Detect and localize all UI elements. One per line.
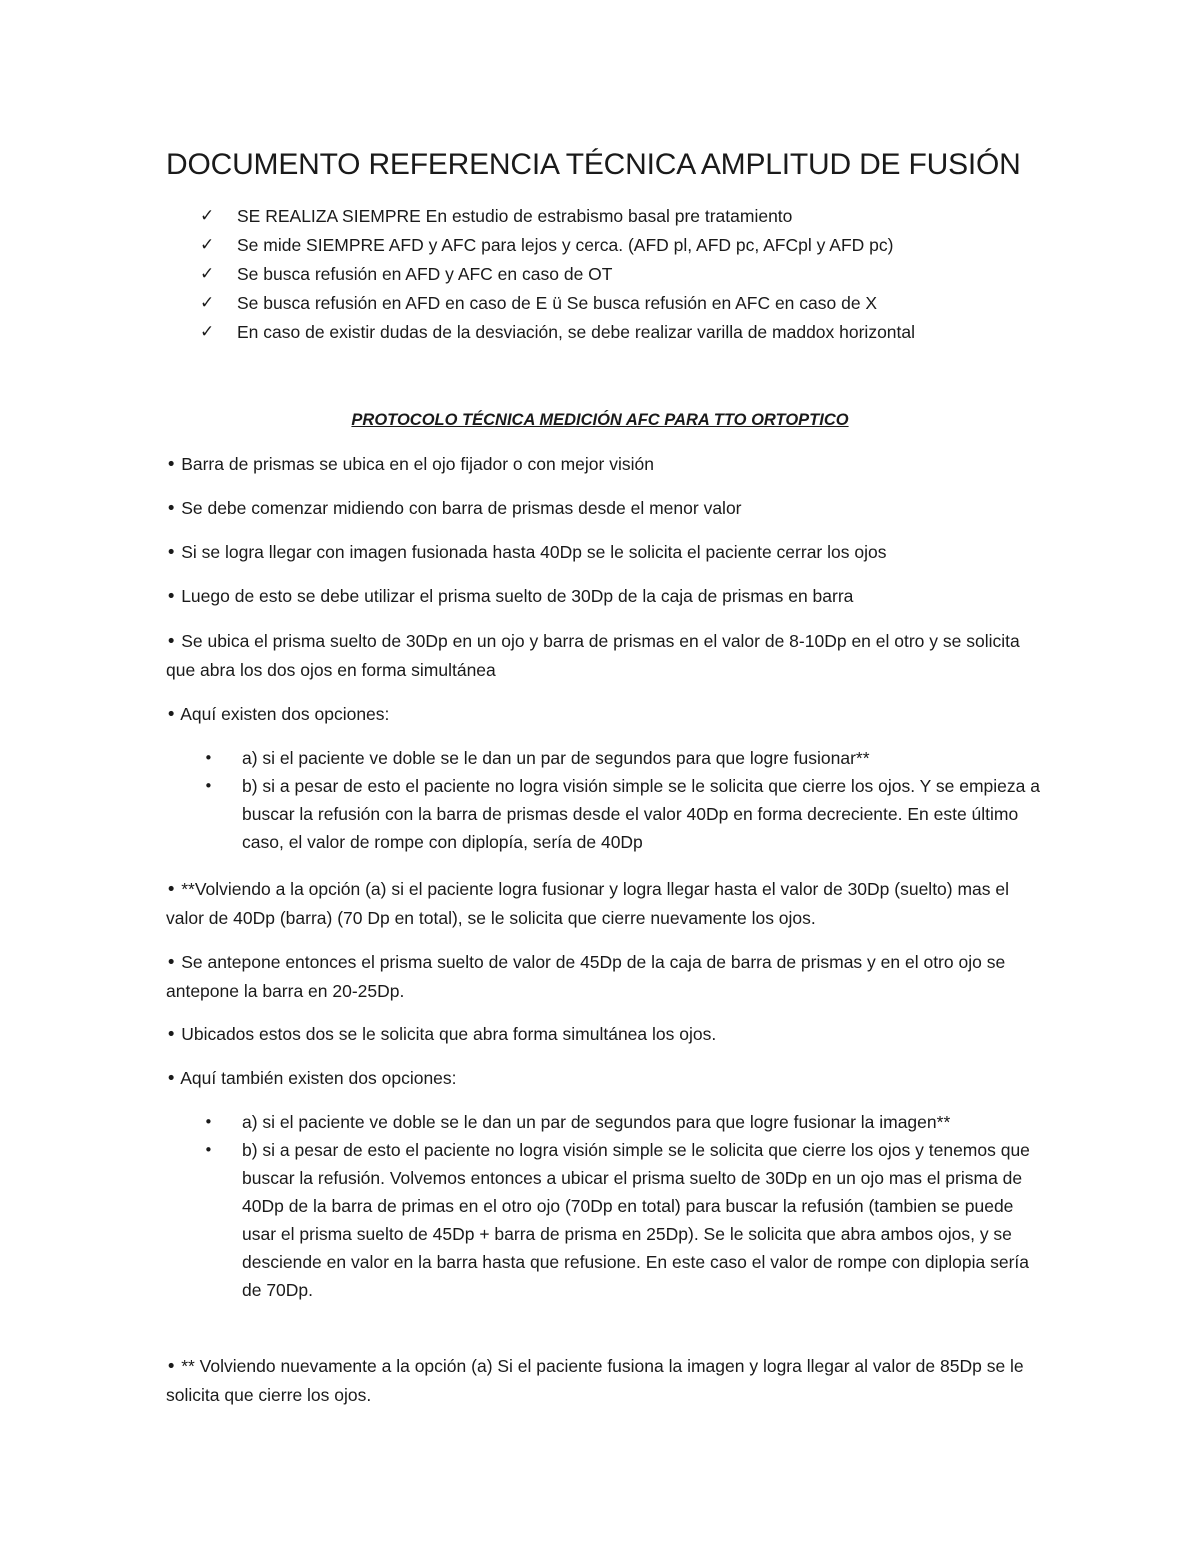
option-item: • a) si el paciente ve doble se le dan un par de segundos para que logre fusionar** [200,744,1046,772]
bullet-icon: • [166,632,177,652]
bullet-icon: • [166,705,177,725]
bullet-icon: • [166,880,177,900]
check-icon: ✓ [200,293,215,313]
checklist-item: ✓ Se mide SIEMPRE AFD y AFC para lejos y cerca. (AFD pl, AFD pc, AFCpl y AFD pc) [200,231,915,260]
option-item: • a) si el paciente ve doble se le dan un par de segundos para que logre fusionar la imagen** [200,1108,1046,1136]
bullet-icon: • [166,543,177,563]
bullet-icon: • [204,1141,213,1159]
document-title: DOCUMENTO REFERENCIA TÉCNICA AMPLITUD DE FUSIÓN [166,148,1021,181]
options-list [200,1108,1046,1304]
checklist-item: ✓ Se busca refusión en AFD en caso de E ü Se busca refusión en AFC en caso de X [200,289,915,318]
protocol-paragraph: • Barra de prismas se ubica en el ojo fijador o con mejor visión [166,454,654,475]
bullet-icon: • [166,455,177,475]
bullet-icon: • [166,1025,177,1045]
check-icon: ✓ [200,206,215,226]
checklist-item: ✓ Se busca refusión en AFD y AFC en caso de OT [200,260,915,289]
checklist-item: ✓ En caso de existir dudas de la desviación, se debe realizar varilla de maddox horizontal [200,318,915,347]
bullet-icon: • [166,499,177,519]
protocol-paragraph: • Luego de esto se debe utilizar el prisma suelto de 30Dp de la caja de prismas en barra [166,586,854,607]
protocol-paragraph: • Se debe comenzar midiendo con barra de prismas desde el menor valor [166,498,742,519]
bullet-icon: • [204,749,213,767]
protocol-paragraph: • Ubicados estos dos se le solicita que abra forma simultánea los ojos. [166,1024,717,1045]
bullet-icon: • [166,953,177,973]
protocol-paragraph: • Se antepone entonces el prisma suelto de valor de 45Dp de la caja de barra de prismas y en el otro ojo se antepone la barra en 20-25Dp. [166,952,1006,1001]
check-icon: ✓ [200,264,215,284]
protocol-paragraph: • ** Volviendo nuevamente a la opción (a) Si el paciente fusiona la imagen y logra llegar al valor de 85Dp se le solicita que cierre los ojos. [166,1356,1024,1405]
bullet-icon: • [166,587,177,607]
protocol-title: PROTOCOLO TÉCNICA MEDICIÓN AFC PARA TTO ORTOPTICO [351,411,849,429]
option-item: • b) si a pesar de esto el paciente no logra visión simple se le solicita que cierre los ojos. Y se empieza a buscar la refusión con la barra de prismas desde el valor 40Dp en forma decreciente. En este último caso, el valor de rompe con diplopía, sería de 40Dp [200,772,1046,856]
bullet-icon: • [204,1113,213,1131]
checklist [200,202,915,347]
check-icon: ✓ [200,235,215,255]
options-list [200,744,1046,856]
bullet-icon: • [204,777,213,795]
protocol-paragraph: • Si se logra llegar con imagen fusionada hasta 40Dp se le solicita el paciente cerrar los ojos [166,542,887,563]
protocol-paragraph: • **Volviendo a la opción (a) si el paciente logra fusionar y logra llegar hasta el valor de 30Dp (suelto) mas el valor de 40Dp (barra) (70 Dp en total), se le solicita que cierre nuevamente los ojos. [166,879,1010,928]
protocol-paragraph: • Se ubica el prisma suelto de 30Dp en un ojo y barra de prismas en el valor de 8-10Dp en el otro y se solicita que abra los dos ojos en forma simultánea [166,631,1020,680]
bullet-icon: • [166,1357,177,1377]
check-icon: ✓ [200,322,215,342]
bullet-icon: • [166,1069,177,1089]
checklist-item: ✓ SE REALIZA SIEMPRE En estudio de estrabismo basal pre tratamiento [200,202,915,231]
protocol-paragraph: • Aquí existen dos opciones: [166,704,390,725]
option-item: • b) si a pesar de esto el paciente no logra visión simple se le solicita que cierre los ojos y tenemos que buscar la refusión. Volvemos entonces a ubicar el prisma suelto de 30Dp en un ojo mas el prisma de 40Dp de la barra de primas en el otro ojo (70Dp en total) para buscar la refusión (tambien se puede usar el prisma suelto de 45Dp + barra de prisma en 25Dp). Se le solicita que abra ambos ojos, y se desciende en valor en la barra hasta que refusione. En este caso el valor de rompe con diplopia sería de 70Dp. [200,1136,1046,1304]
protocol-paragraph: • Aquí también existen dos opciones: [166,1068,457,1089]
